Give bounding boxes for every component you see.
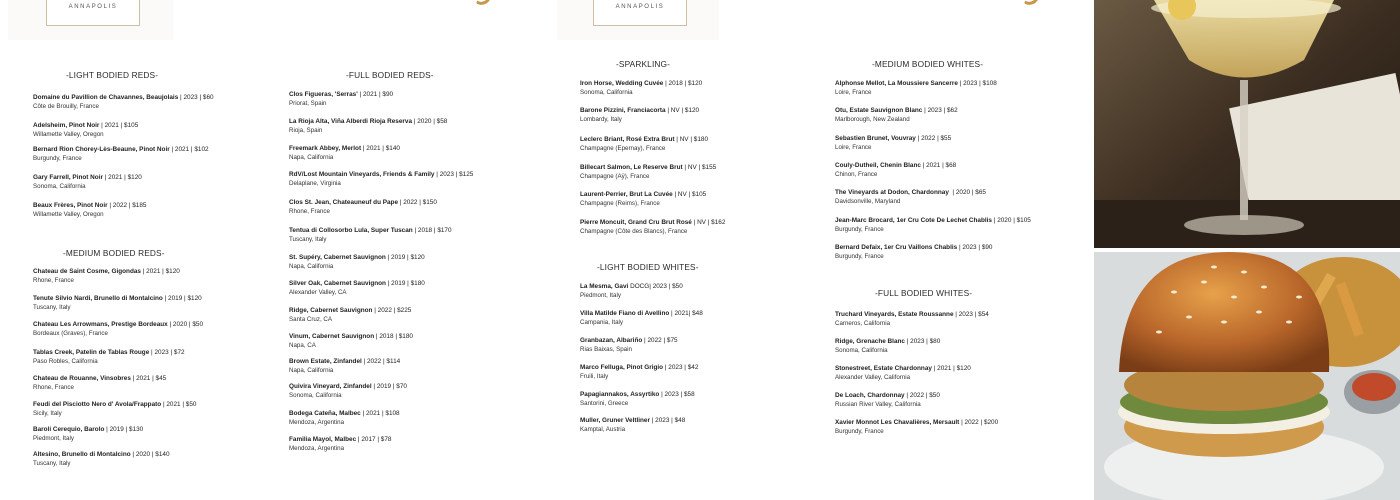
wine-name: Couly-Dutheil, Chenin Blanc [835, 162, 921, 169]
wine-line [835, 80, 997, 89]
wine-name: Tenute Silvio Nardi, Brunello di Montalcino [33, 295, 163, 302]
wine-item [289, 199, 437, 216]
wine-item [33, 349, 185, 366]
wine-item [33, 321, 203, 338]
wine-line [835, 338, 940, 347]
wine-item [33, 268, 180, 285]
section-title-medium-whites: -MEDIUM BODIED WHITES- [872, 59, 984, 69]
wine-vintage-price: | 2023 | $90 [957, 244, 993, 251]
wine-origin: Piedmont, Italy [33, 434, 74, 442]
wine-item [835, 419, 998, 436]
wine-line [289, 118, 447, 127]
wine-name: Tablas Creek, Patelin de Tablas Rouge [33, 349, 150, 356]
wine-vintage-price: | 2022 | $55 [915, 135, 952, 142]
wine-line [580, 283, 683, 292]
wine-line [289, 227, 452, 236]
wine-name: Muller, Gruner Veltliner [580, 417, 650, 424]
wine-origin: Sonoma, California [33, 182, 86, 190]
wine-line [580, 310, 703, 319]
script-flourish [1024, 0, 1040, 8]
wine-item [289, 91, 393, 108]
wine-item [835, 365, 971, 382]
wine-line [835, 107, 958, 116]
wine-line [33, 94, 214, 103]
wine-line [835, 311, 989, 320]
wine-item [580, 417, 685, 434]
wine-line [580, 191, 706, 200]
wine-item [835, 392, 940, 409]
wine-line [580, 107, 699, 116]
wine-vintage-price: | 2021 | $45 [130, 375, 167, 382]
wine-origin: Delaplane, Virginia [289, 179, 341, 187]
wine-line [580, 164, 716, 173]
wine-item [835, 311, 989, 328]
wine-item [580, 283, 683, 300]
wine-vintage-price: | 2021 | $120 [140, 268, 180, 275]
wine-name: De Loach, Chardonnay [835, 392, 905, 399]
wine-name: Chateau de Saint Cosme, Gigondas [33, 268, 141, 275]
wine-name: Bernard Defaix, 1er Cru Vaillons Chablis [835, 244, 958, 251]
wine-vintage-price: | 2021 | $120 [102, 174, 142, 181]
wine-vintage-price: | 2021 | $140 [361, 145, 400, 152]
wine-origin: Burgundy, France [33, 154, 82, 162]
wine-name: Gary Farrell, Pinot Noir [33, 174, 103, 181]
wine-vintage-price: | 2019 | $120 [162, 295, 202, 302]
wine-vintage-price: | 2018 | $120 [663, 80, 703, 87]
wine-origin: Alexander Valley, California [835, 373, 911, 381]
wine-origin: Davidsonville, Maryland [835, 197, 901, 205]
wine-vintage-price: | 2021 | $90 [357, 91, 394, 98]
wine-item [580, 164, 716, 181]
wine-line [289, 410, 400, 419]
logo-text: ANNAPOLIS [68, 4, 118, 10]
wine-item [580, 337, 678, 354]
wine-item [33, 122, 138, 139]
wine-origin: Mendoza, Argentina [289, 418, 345, 426]
wine-origin: Loire, France [835, 143, 872, 151]
wine-origin: Champagne (Reims), France [580, 199, 660, 207]
wine-origin: Mendoza, Argentina [289, 444, 345, 452]
wine-name: Marco Felluga, Pinot Grigio [580, 364, 664, 371]
wine-origin: Burgundy, France [835, 225, 884, 233]
burger-image [1094, 252, 1400, 500]
wine-name: La Mesma, Gavi [580, 283, 629, 290]
wine-item [835, 162, 956, 179]
wine-item [33, 426, 143, 443]
wine-line [289, 307, 411, 316]
wine-name: Feudi del Pisciotto Nero d' Avola/Frappato [33, 401, 162, 408]
wine-line [33, 349, 185, 358]
wine-item [835, 135, 951, 152]
wine-item [33, 451, 170, 468]
wine-origin: Rhone, France [289, 207, 330, 215]
section-title-full-whites: -FULL BODIED WHITES- [875, 288, 973, 298]
burger-photo [1094, 252, 1400, 500]
wine-origin: Bordeaux (Graves), France [33, 329, 108, 337]
wine-vintage-price: | 2021| $48 [669, 310, 703, 317]
wine-line [580, 80, 702, 89]
wine-name: Ridge, Cabernet Sauvignon [289, 307, 373, 314]
wine-name: Stonestreet, Estate Chardonnay [835, 365, 932, 372]
wine-origin: Burgundy, France [835, 427, 884, 435]
wine-line [289, 254, 425, 263]
wine-item [33, 295, 202, 312]
wine-origin: Napa, California [289, 153, 334, 161]
wine-line [580, 391, 695, 400]
wine-vintage-price: | 2021 | $108 [360, 410, 400, 417]
wine-origin: Russian River Valley, California [835, 400, 921, 408]
wine-item [580, 107, 699, 124]
wine-line [289, 145, 400, 154]
wine-origin: Alexander Valley, CA [289, 288, 347, 296]
wine-item [289, 333, 413, 350]
wine-item [289, 254, 425, 271]
wine-item [580, 191, 706, 208]
wine-origin: Burgundy, France [835, 252, 884, 260]
wine-line [33, 401, 196, 410]
logo-text: ANNAPOLIS [615, 4, 665, 10]
wine-line [289, 436, 391, 445]
wine-origin: Fruili, Italy [580, 372, 609, 380]
wine-name: Villa Matilde Fiano di Avellino [580, 310, 670, 317]
wine-item [835, 189, 986, 206]
wine-origin: Napa, California [289, 366, 334, 374]
wine-line [835, 365, 971, 374]
wine-item [289, 358, 400, 375]
wine-vintage-price: | 2023 | $58 [659, 391, 695, 398]
wine-name: Jean-Marc Brocard, 1er Cru Cote De Lechet Chablis [835, 217, 992, 224]
wine-line [835, 189, 986, 198]
wine-vintage-price: | 2022 | $150 [398, 199, 437, 206]
wine-vintage-price: | 2023 | $108 [957, 80, 997, 87]
wine-name: Bernard Rion Chorey-Lès-Beaune, Pinot Noir [33, 146, 170, 153]
wine-item [835, 217, 1031, 234]
wine-line [289, 333, 413, 342]
wine-line [289, 358, 400, 367]
wine-origin: Napa, California [289, 262, 334, 270]
wine-line [580, 417, 685, 426]
wine-name: Beaux Frères, Pinot Noir [33, 202, 108, 209]
wine-vintage-price: | 2022 | $200 [959, 419, 999, 426]
wine-item [580, 136, 708, 153]
wine-vintage-price: DOCG| 2023 | $50 [628, 283, 683, 290]
wine-origin: Napa, CA [289, 341, 316, 349]
wine-vintage-price: | 2023 | $54 [953, 311, 989, 318]
wine-vintage-price: | 2021 | $50 [161, 401, 197, 408]
wine-name: La Rioja Alta, Viña Alberdi Rioja Reserva [289, 118, 413, 125]
logo-panel-left [8, 0, 173, 40]
wine-origin: Tuscany, Italy [33, 459, 71, 467]
wine-item [289, 171, 473, 188]
wine-line [33, 375, 166, 384]
wine-origin: Rhone, France [33, 276, 74, 284]
wine-item [835, 244, 993, 261]
cocktail-image [1094, 0, 1400, 248]
wine-line [33, 202, 146, 211]
wine-vintage-price: | NV | $180 [674, 136, 709, 143]
wine-origin: Piedmont, Italy [580, 291, 621, 299]
wine-name: Familia Mayol, Malbec [289, 436, 357, 443]
wine-name: RdV/Lost Mountain Vineyards, Friends & Family [289, 171, 435, 178]
wine-line [289, 91, 393, 100]
logo-frame [593, 0, 687, 26]
section-title-light-reds: -LIGHT BODIED REDS- [66, 70, 159, 80]
wine-vintage-price: | 2020 | $50 [167, 321, 204, 328]
section-title-sparkling: -SPARKLING- [616, 59, 671, 69]
wine-vintage-price: | 2023 | $125 [434, 171, 474, 178]
wine-vintage-price: | 2022 | $185 [107, 202, 147, 209]
section-title-full-reds: -FULL BODIED REDS- [346, 70, 434, 80]
wine-line [580, 337, 678, 346]
wine-origin: Carneros, California [835, 319, 891, 327]
wine-vintage-price: | 2019 | $70 [371, 383, 407, 390]
wine-line [33, 174, 142, 183]
wine-vintage-price: | NV | $162 [691, 219, 726, 226]
wine-vintage-price: | 2023 | $60 [178, 94, 214, 101]
wine-vintage-price: | 2021 | $68 [920, 162, 957, 169]
wine-vintage-price: | 2023 | $48 [649, 417, 686, 424]
wine-vintage-price: | 2017 | $78 [356, 436, 392, 443]
wine-line [835, 217, 1031, 226]
wine-origin: Chinon, France [835, 170, 878, 178]
wine-line [33, 268, 180, 277]
wine-origin: Kamptal, Austria [580, 425, 626, 433]
cocktail-photo [1094, 0, 1400, 248]
wine-vintage-price: | 2020 | $58 [412, 118, 448, 125]
wine-name: Bodega Cateña, Malbec [289, 410, 361, 417]
wine-origin: Willamette Valley, Oregon [33, 210, 104, 218]
wine-item [580, 391, 695, 408]
wine-vintage-price: | 2019 | $120 [385, 254, 425, 261]
wine-line [835, 419, 998, 428]
wine-vintage-price: | 2022 | $114 [361, 358, 401, 365]
wine-vintage-price: | 2019 | $130 [104, 426, 144, 433]
wine-item [580, 80, 702, 97]
wine-vintage-price: | 2020 | $105 [991, 217, 1031, 224]
wine-origin: Champagne (Côte des Blancs), France [580, 227, 688, 235]
wine-name: Altesino, Brunello di Montalcino [33, 451, 131, 458]
wine-item [289, 410, 400, 427]
wine-line [835, 392, 940, 401]
wine-item [33, 146, 209, 163]
wine-name: Silver Oak, Cabernet Sauvignon [289, 280, 386, 287]
wine-name: Freemark Abbey, Merlot [289, 145, 362, 152]
wine-name: Chateau Les Arrowmans, Prestige Bordeaux [33, 321, 168, 328]
wine-origin: Côte de Brouilly, France [33, 102, 99, 110]
wine-item [289, 227, 452, 244]
wine-origin: Campania, Italy [580, 318, 623, 326]
wine-name: Vinum, Cabernet Sauvignon [289, 333, 375, 340]
wine-item [289, 307, 411, 324]
wine-name: Granbazan, Albariño [580, 337, 643, 344]
wine-item [835, 338, 940, 355]
wine-name: St. Supéry, Cabernet Sauvignon [289, 254, 386, 261]
wine-name: Domaine du Pavillion de Chavannes, Beaujolais [33, 94, 179, 101]
wine-vintage-price: | 2023 | $42 [663, 364, 699, 371]
wine-item [33, 174, 142, 191]
wine-origin: Champagne (Aÿ), France [580, 172, 650, 180]
wine-vintage-price: | NV | $120 [665, 107, 700, 114]
wine-name: Laurent-Perrier, Brut La Cuvée [580, 191, 673, 198]
wine-origin: Sicily, Italy [33, 409, 62, 417]
wine-vintage-price: | 2019 | $180 [385, 280, 425, 287]
wine-vintage-price: | 2018 | $170 [412, 227, 452, 234]
wine-line [580, 219, 725, 228]
section-title-medium-reds: -MEDIUM BODIED REDS- [63, 248, 165, 258]
wine-item [580, 310, 703, 327]
logo-panel-right [557, 0, 719, 40]
wine-origin: Paso Robles, California [33, 357, 98, 365]
wine-item [289, 383, 407, 400]
wine-name: Tentua di Collosorbo Lula, Super Tuscan [289, 227, 413, 234]
wine-item [580, 219, 725, 236]
wine-line [289, 280, 425, 289]
wine-item [580, 364, 698, 381]
wine-vintage-price: | 2020 | $65 [948, 189, 986, 196]
wine-item [33, 94, 214, 111]
wine-line [33, 146, 209, 155]
wine-line [835, 162, 956, 171]
wine-name: Papagiannakos, Assyrtiko [580, 391, 660, 398]
wine-name: Truchard Vineyards, Estate Roussanne [835, 311, 954, 318]
wine-line [289, 199, 437, 208]
wine-origin: Lombardy, Italy [580, 115, 622, 123]
wine-name: Otu, Estate Sauvignon Blanc [835, 107, 923, 114]
wine-origin: Tuscany, Italy [33, 303, 71, 311]
wine-origin: Tuscany, Italy [289, 235, 327, 243]
wine-name: Brown Estate, Zinfandel [289, 358, 362, 365]
wine-name: Xavier Monnot Les Chavalières, Mersault [835, 419, 960, 426]
wine-vintage-price: | 2023 | $72 [149, 349, 185, 356]
wine-line [33, 295, 202, 304]
wine-item [33, 375, 166, 392]
script-flourish [476, 0, 492, 8]
section-title-light-whites: -LIGHT BODIED WHITES- [597, 262, 699, 272]
wine-vintage-price: | NV | $155 [682, 164, 717, 171]
wine-line [580, 364, 698, 373]
wine-name: The Vineyards at Dodon, Chardonnay [835, 189, 949, 196]
wine-line [33, 122, 138, 131]
wine-name: Adelsheim, Pinot Noir [33, 122, 100, 129]
wine-vintage-price: | 2021 | $105 [99, 122, 139, 129]
wine-vintage-price: | 2023 | $80 [904, 338, 941, 345]
wine-item [33, 202, 146, 219]
wine-origin: Sonoma, California [580, 88, 633, 96]
wine-line [289, 171, 473, 180]
wine-vintage-price: | 2018 | $180 [374, 333, 413, 340]
wine-origin: Santa Cruz, CA [289, 315, 332, 323]
wine-origin: Champagne (Epernay), France [580, 144, 666, 152]
wine-line [835, 135, 951, 144]
wine-origin: Marlborough, New Zealand [835, 115, 910, 123]
wine-name: Chateau de Rouanne, Vinsobres [33, 375, 131, 382]
wine-name: Clos Figueras, 'Serras' [289, 91, 358, 98]
wine-vintage-price: | NV | $105 [672, 191, 707, 198]
wine-origin: Sonoma, California [835, 346, 888, 354]
wine-origin: Loire, France [835, 88, 872, 96]
wine-name: Pierre Moncuit, Grand Cru Brut Rosé [580, 219, 692, 226]
wine-name: Alphonse Mellot, La Moussiere Sancerre [835, 80, 958, 87]
wine-name: Billecart Salmon, Le Reserve Brut [580, 164, 683, 171]
wine-line [33, 426, 143, 435]
wine-item [289, 436, 391, 453]
wine-name: Sebastien Brunet, Vouvray [835, 135, 916, 142]
wine-item [835, 80, 997, 97]
wine-line [33, 451, 170, 460]
wine-origin: Rioja, Spain [289, 126, 323, 134]
wine-vintage-price: | 2021 | $102 [169, 146, 209, 153]
wine-line [835, 244, 993, 253]
wine-name: Leclerc Briant, Rosé Extra Brut [580, 136, 675, 143]
logo-frame [46, 0, 140, 26]
wine-vintage-price: | 2021 | $120 [931, 365, 971, 372]
wine-vintage-price: | 2022 | $225 [372, 307, 412, 314]
wine-origin: Willamette Valley, Oregon [33, 130, 104, 138]
wine-origin: Rias Baixas, Spain [580, 345, 632, 353]
wine-name: Quivira Vineyard, Zinfandel [289, 383, 372, 390]
wine-origin: Priorat, Spain [289, 99, 327, 107]
wine-item [289, 145, 400, 162]
wine-line [289, 383, 407, 392]
wine-line [33, 321, 203, 330]
wine-name: Iron Horse, Wedding Cuvée [580, 80, 664, 87]
wine-origin: Rhone, France [33, 383, 74, 391]
wine-origin: Santorini, Greece [580, 399, 629, 407]
wine-name: Baroli Cerequio, Barolo [33, 426, 105, 433]
wine-vintage-price: | 2023 | $62 [922, 107, 958, 114]
wine-vintage-price: | 2022 | $50 [904, 392, 940, 399]
wine-origin: Sonoma, California [289, 391, 342, 399]
wine-item [289, 280, 425, 297]
wine-item [289, 118, 447, 135]
wine-vintage-price: | 2020 | $140 [130, 451, 170, 458]
wine-vintage-price: | 2022 | $75 [642, 337, 678, 344]
wine-item [33, 401, 196, 418]
wine-line [580, 136, 708, 145]
wine-name: Barone Pizzini, Franciacorta [580, 107, 666, 114]
wine-item [835, 107, 958, 124]
wine-name: Clos St. Jean, Chateauneuf du Pape [289, 199, 399, 206]
wine-name: Ridge, Grenache Blanc [835, 338, 905, 345]
